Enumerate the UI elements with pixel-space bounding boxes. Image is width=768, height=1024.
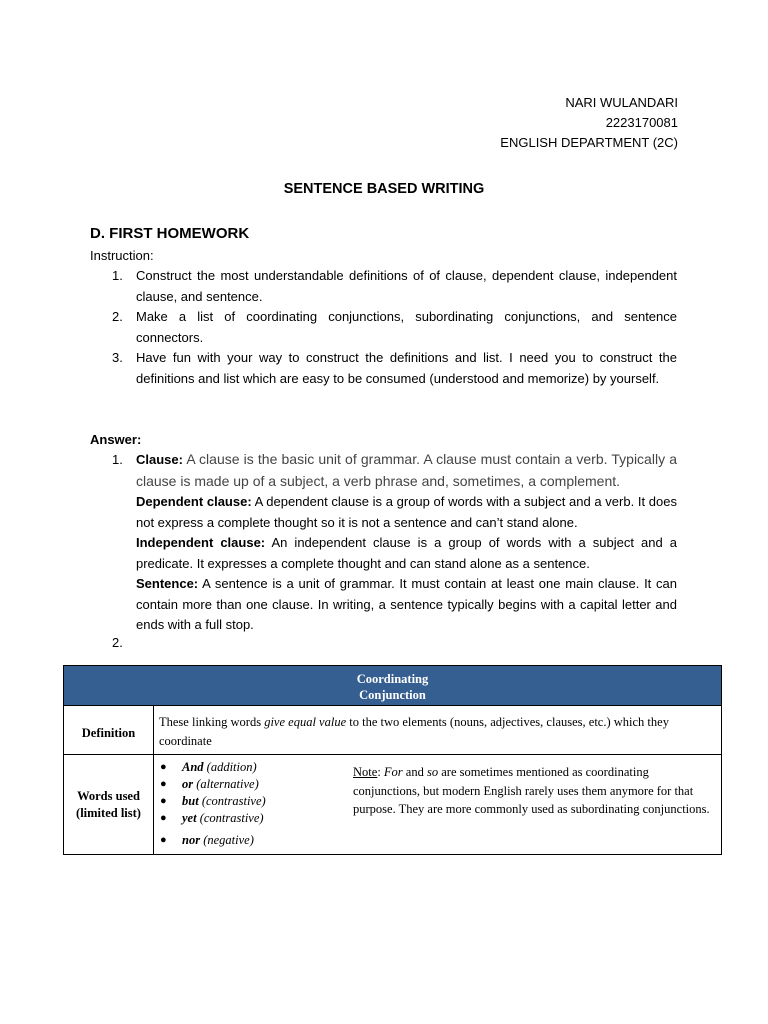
conjunction-meaning: (contrastive)	[198, 794, 266, 808]
clause-term: Clause:	[136, 452, 183, 467]
definition-pre: These linking words	[159, 715, 265, 729]
conjunction-word: or	[182, 777, 194, 791]
instruction-text: Have fun with your way to construct the definitions and list. I need you to construct the definitions and list which are easy to be consumed (understood and memorize) by yourself.	[136, 350, 677, 386]
instruction-text: Construct the most understandable definitions of of clause, dependent clause, independent clause, and sentence.	[136, 268, 677, 304]
table-note	[353, 763, 713, 819]
note-colon: :	[377, 765, 384, 779]
section-title: D. FIRST HOMEWORK	[90, 225, 250, 242]
dependent-def-text: A dependent clause is a group of words with a subject and a verb. It does not express a complete thought so it is not a sentence and can’t stand alone.	[136, 494, 677, 530]
answer-number: 1.	[112, 452, 123, 467]
table-header-line1: Coordinating	[356, 672, 429, 686]
answer-definitions	[136, 449, 677, 636]
department: ENGLISH DEPARTMENT (2C)	[500, 135, 678, 150]
conjunction-list	[160, 759, 350, 849]
bullet-icon: ●	[160, 778, 167, 790]
conjunction-meaning: (addition)	[203, 760, 257, 774]
instruction-label: Instruction:	[90, 248, 154, 263]
instruction-item	[136, 307, 677, 348]
instruction-text: Make a list of coordinating conjunctions, subordinating conjunctions, and sentence connectors.	[136, 309, 677, 345]
list-item	[160, 776, 350, 793]
list-item	[160, 832, 350, 849]
answer-label: Answer:	[90, 432, 142, 447]
note-text: are sometimes mentioned as coordinating conjunctions, but modern English rarely uses them anymore for that purpose. They are more commonly used as subordinating conjunctions.	[353, 765, 710, 816]
note-and: and	[402, 765, 427, 779]
bullet-icon: ●	[160, 761, 167, 773]
conjunction-entry	[182, 832, 254, 849]
conjunction-word: And	[182, 760, 204, 774]
dependent-definition	[136, 492, 677, 533]
list-item	[160, 759, 350, 776]
author-name: NARI WULANDARI	[565, 95, 678, 110]
clause-definition	[136, 449, 677, 492]
conjunction-word: nor	[182, 833, 201, 847]
independent-term: Independent clause:	[136, 535, 266, 550]
note-for: For	[383, 765, 403, 779]
instruction-number: 1.	[112, 268, 123, 283]
list-item	[160, 810, 350, 827]
bullet-icon: ●	[160, 812, 167, 824]
table-header	[64, 666, 721, 706]
independent-definition	[136, 533, 677, 574]
conjunction-entry	[182, 810, 264, 827]
student-id: 2223170081	[605, 115, 678, 130]
definition-text	[159, 713, 714, 751]
note-label: Note	[353, 765, 378, 779]
note-so: so	[426, 765, 439, 779]
conjunction-meaning: (contrastive)	[196, 811, 264, 825]
instruction-item	[136, 266, 677, 307]
clause-def-text: A clause is the basic unit of grammar. A clause must contain a verb. Typically a clause is made up of a subject, a verb phrase and, sometimes, a complement.	[136, 451, 677, 489]
independent-def-text: An independent clause is a group of words with a subject and a predicate. It expresses a complete thought and can stand alone as a sentence.	[136, 535, 677, 571]
answer-number: 2.	[112, 635, 123, 650]
words-used-label	[64, 788, 153, 822]
dependent-term: Dependent clause:	[136, 494, 252, 509]
words-used-label-line1: Words used	[77, 789, 140, 803]
conjunction-word: yet	[182, 811, 197, 825]
sentence-definition	[136, 574, 677, 636]
coordinating-conjunction-table	[63, 665, 722, 855]
definition-label: Definition	[81, 726, 136, 740]
definition-emphasis: give equal value	[264, 715, 347, 729]
table-header-line2: Conjunction	[359, 688, 426, 702]
sentence-def-text: A sentence is a unit of grammar. It must contain at least one main clause. It can contain more than one clause. In writing, a sentence typically begins with a capital letter and ends with a full stop.	[136, 576, 677, 632]
bullet-icon: ●	[160, 795, 167, 807]
table-column-divider	[153, 706, 154, 854]
table-divider	[64, 754, 721, 755]
instruction-item	[136, 348, 677, 389]
conjunction-entry	[182, 793, 266, 810]
list-item	[160, 793, 350, 810]
conjunction-word: but	[182, 794, 199, 808]
definition-post: to the two elements (nouns, adjectives, clauses, etc.) which they coordinate	[159, 715, 669, 748]
document-title: SENTENCE BASED WRITING	[283, 181, 485, 197]
bullet-icon: ●	[160, 834, 167, 846]
instruction-number: 3.	[112, 350, 123, 365]
conjunction-meaning: (negative)	[200, 833, 254, 847]
conjunction-entry	[182, 776, 259, 793]
sentence-term: Sentence:	[136, 576, 199, 591]
words-used-label-line2: (limited list)	[76, 806, 141, 820]
instruction-number: 2.	[112, 309, 123, 324]
conjunction-entry	[182, 759, 257, 776]
conjunction-meaning: (alternative)	[193, 777, 259, 791]
